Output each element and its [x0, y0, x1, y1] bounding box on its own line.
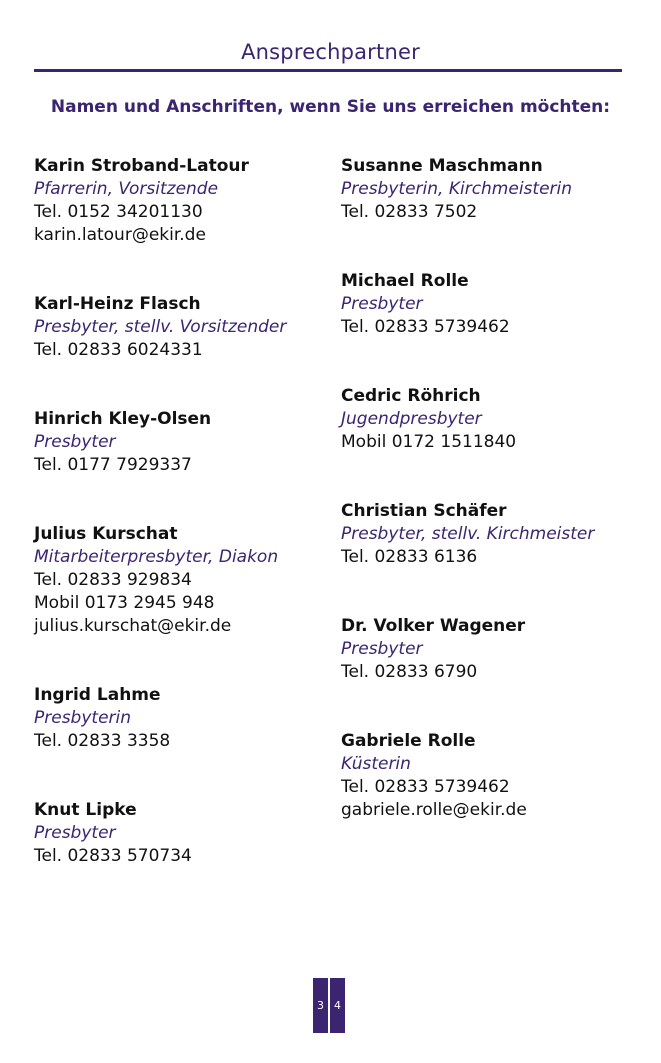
contact-entry	[34, 684, 334, 753]
page-number-tab	[313, 978, 345, 1033]
contact-email[interactable]: karin.latour@ekir.de	[34, 225, 206, 245]
contact-entry	[34, 408, 334, 477]
contact-phone: Tel. 02833 5739462	[341, 317, 510, 337]
contact-name: Susanne Maschmann	[341, 156, 543, 176]
contact-entry	[341, 270, 641, 339]
contact-phone: Tel. 02833 6024331	[34, 340, 203, 360]
contact-entry	[341, 730, 641, 822]
contacts-left-column	[34, 155, 334, 914]
contact-email[interactable]: julius.kurschat@ekir.de	[34, 616, 232, 636]
contact-phone: Tel. 02833 5739462	[341, 777, 510, 797]
contact-phone: Tel. 0177 7929337	[34, 455, 192, 475]
contact-role: Küsterin	[341, 754, 411, 774]
contact-name: Knut Lipke	[34, 800, 137, 820]
contact-name: Dr. Volker Wagener	[341, 616, 526, 636]
contact-email[interactable]: gabriele.rolle@ekir.de	[341, 800, 527, 820]
contact-name: Christian Schäfer	[341, 501, 507, 521]
contact-role: Presbyter, stellv. Kirchmeister	[341, 524, 595, 544]
contact-role: Jugendpresbyter	[341, 409, 482, 429]
contact-role: Presbyter, stellv. Vorsitzender	[34, 317, 287, 337]
contact-entry	[341, 155, 641, 224]
contact-name: Cedric Röhrich	[341, 386, 481, 406]
contact-entry	[341, 385, 641, 454]
contact-name: Julius Kurschat	[34, 524, 178, 544]
contact-entry	[341, 615, 641, 684]
contact-role: Presbyter	[341, 639, 423, 659]
contacts-right-column	[341, 155, 641, 868]
contact-entry	[34, 293, 334, 362]
contact-phone: Tel. 02833 6136	[341, 547, 478, 567]
contact-phone: Tel. 02833 570734	[34, 846, 192, 866]
contact-role: Mitarbeiterpresbyter, Diakon	[34, 547, 279, 567]
contact-role: Presbyter	[34, 823, 116, 843]
contact-name: Karl-Heinz Flasch	[34, 294, 201, 314]
contact-name: Gabriele Rolle	[341, 731, 476, 751]
contact-phone: Mobil 0173 2945 948	[34, 593, 215, 613]
contact-entry	[34, 155, 334, 247]
page-subtitle: Namen und Anschriften, wenn Sie uns erreichen möchten:	[50, 97, 611, 117]
contact-role: Pfarrerin, Vorsitzende	[34, 179, 219, 199]
contact-entry	[341, 500, 641, 569]
contact-name: Karin Stroband-Latour	[34, 156, 249, 176]
contact-phone: Tel. 0152 34201130	[34, 202, 203, 222]
contact-phone: Tel. 02833 6790	[341, 662, 478, 682]
contact-phone: Tel. 02833 3358	[34, 731, 171, 751]
contact-phone: Tel. 02833 7502	[341, 202, 478, 222]
contact-role: Presbyter	[34, 432, 116, 452]
page-number-right: 4	[330, 978, 345, 1033]
contact-name: Ingrid Lahme	[34, 685, 161, 705]
contact-name: Michael Rolle	[341, 271, 469, 291]
contact-phone: Tel. 02833 929834	[34, 570, 192, 590]
header-divider	[34, 69, 622, 72]
contact-phone: Mobil 0172 1511840	[341, 432, 517, 452]
contact-entry	[34, 523, 334, 638]
contact-role: Presbyter	[341, 294, 423, 314]
contact-name: Hinrich Kley-Olsen	[34, 409, 212, 429]
contact-role: Presbyterin, Kirchmeisterin	[341, 179, 573, 199]
page-number-left: 3	[313, 978, 328, 1033]
page-title: Ansprechpartner	[241, 40, 420, 64]
contact-entry	[34, 799, 334, 868]
contact-role: Presbyterin	[34, 708, 132, 728]
